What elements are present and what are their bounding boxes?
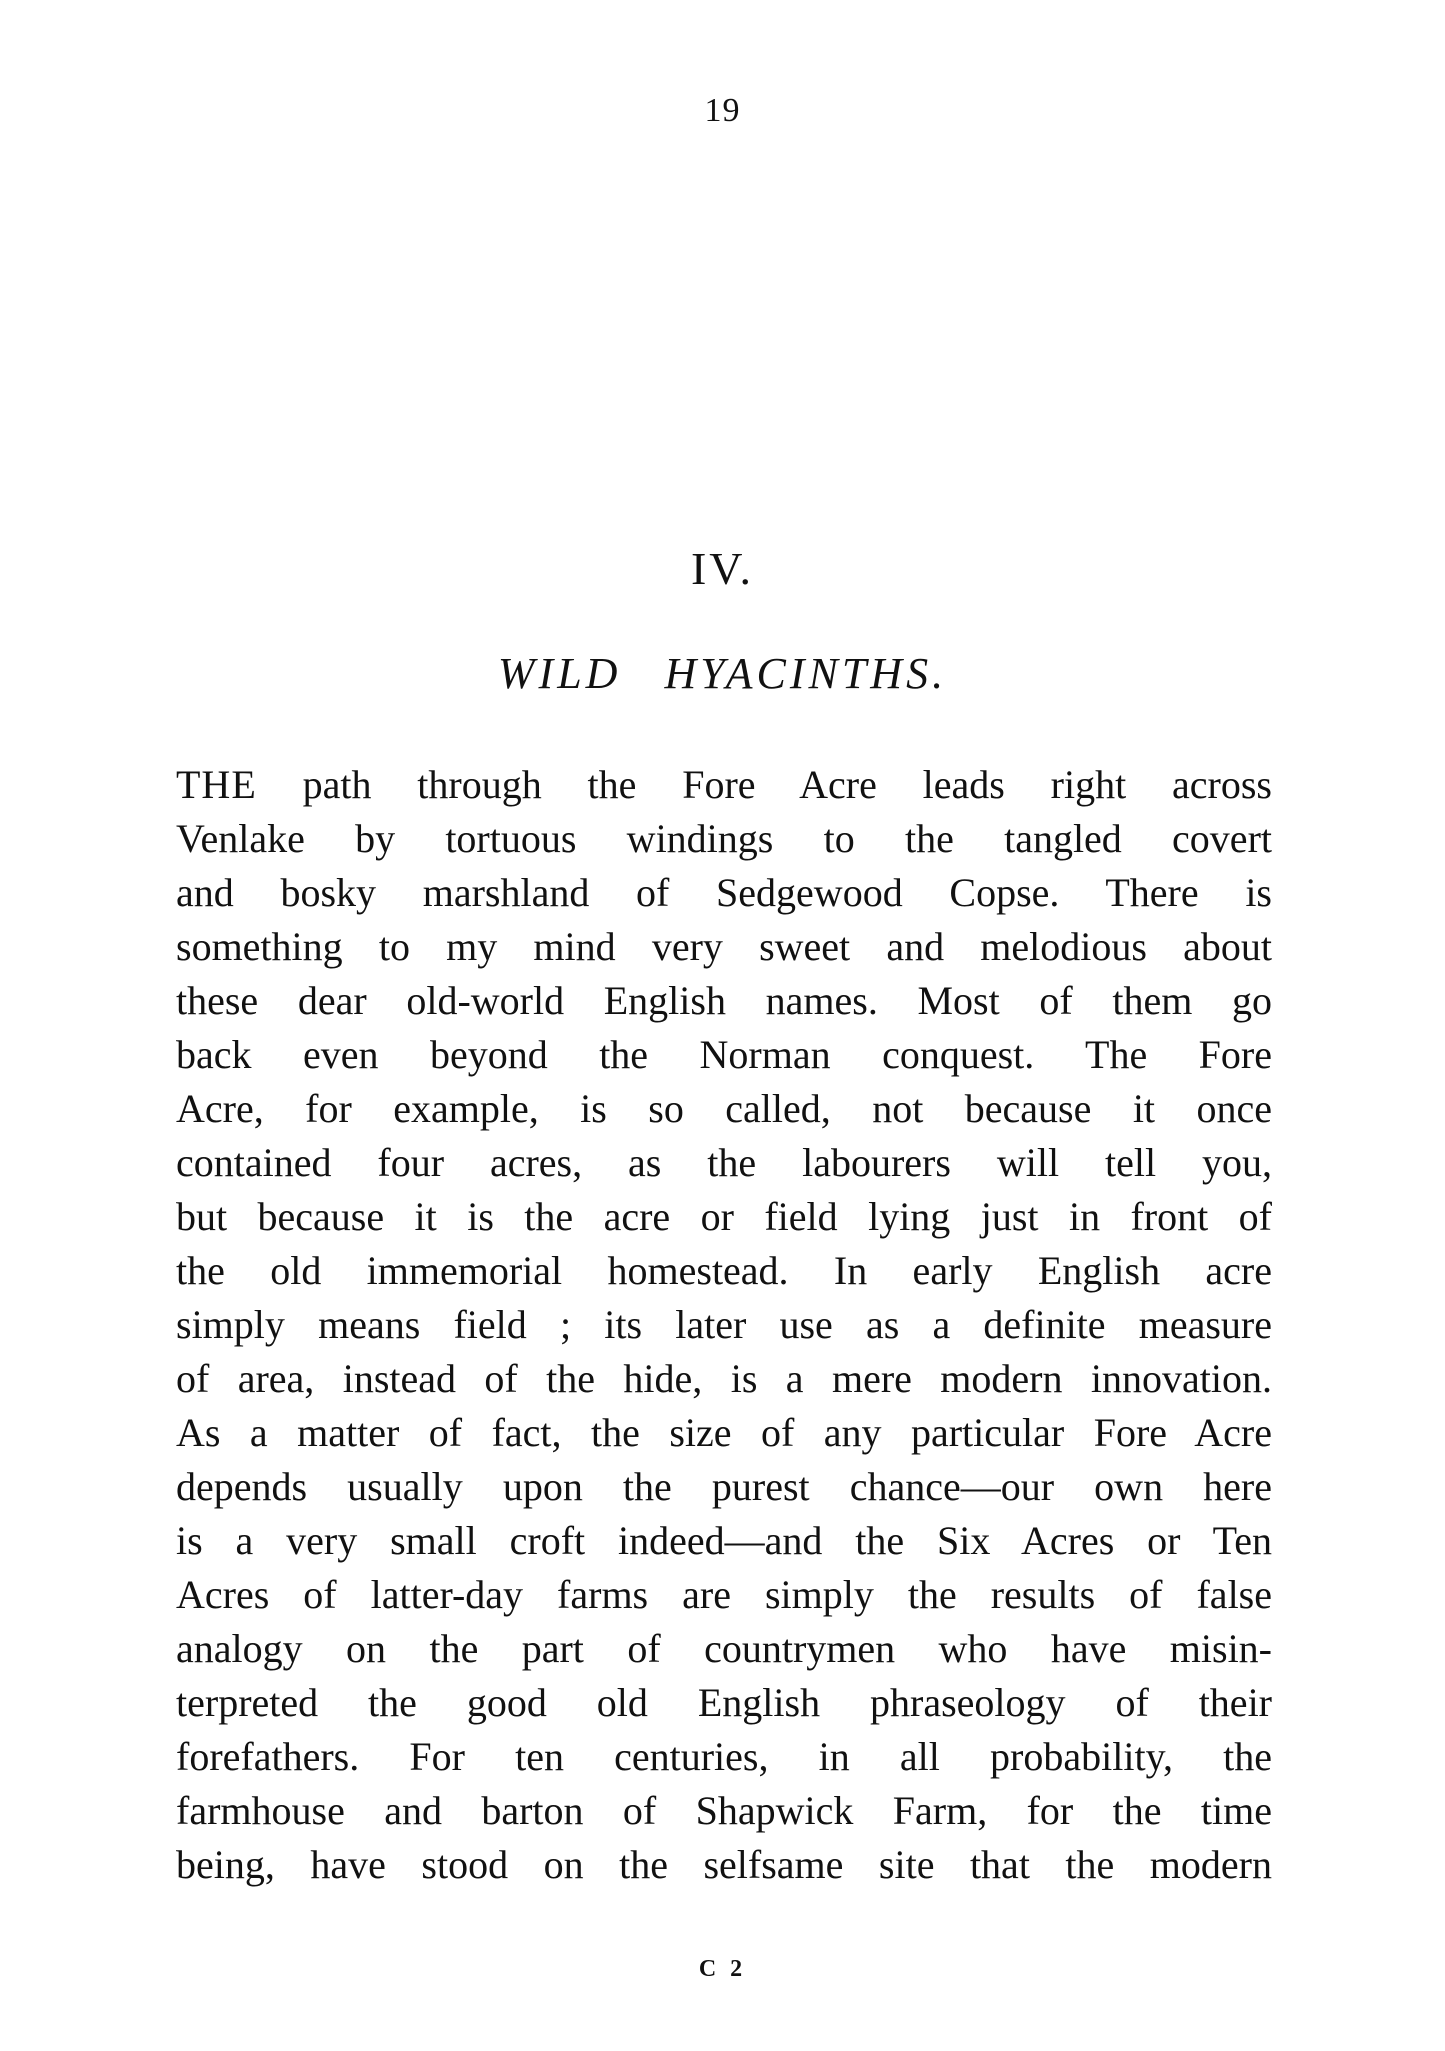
text-line: As a matter of fact, the size of any particular Fore Acre (176, 1410, 1272, 1455)
text-line: of area, instead of the hide, is a mere modern innovation. (176, 1356, 1272, 1401)
text-line: forefathers. For ten centuries, in all probability, the (176, 1734, 1272, 1779)
lead-word: THE (176, 762, 257, 807)
text-line: and bosky marshland of Sedgewood Copse. There is (176, 870, 1272, 915)
page-number: 19 (704, 92, 741, 129)
text-line: depends usually upon the purest chance—our own here (176, 1464, 1272, 1509)
text-line: Venlake by tortuous windings to the tangled covert (176, 816, 1272, 861)
text-line: terpreted the good old English phraseology of their (176, 1680, 1272, 1725)
text-line: being, have stood on the selfsame site that the modern (176, 1842, 1272, 1887)
signature-mark: C 2 (698, 1956, 747, 1982)
text-line: farmhouse and barton of Shapwick Farm, for the time (176, 1788, 1272, 1833)
text-line-content: path through the Fore Acre leads right across (256, 762, 1272, 807)
body-text (176, 758, 1272, 1892)
text-line: the old immemorial homestead. In early English acre (176, 1248, 1272, 1293)
text-line: Acre, for example, is so called, not because it once (176, 1086, 1272, 1131)
text-line: is a very small croft indeed—and the Six Acres or Ten (176, 1518, 1272, 1563)
text-line: something to my mind very sweet and melodious about (176, 924, 1272, 969)
chapter-number: IV. (690, 543, 755, 594)
chapter-title: WILD HYACINTHS. (497, 649, 948, 698)
text-line: but because it is the acre or field lying just in front of (176, 1194, 1272, 1239)
text-line: back even beyond the Norman conquest. The Fore (176, 1032, 1272, 1077)
text-line: simply means field ; its later use as a definite measure (176, 1302, 1272, 1347)
text-line: Acres of latter-day farms are simply the results of false (176, 1572, 1272, 1617)
text-line: these dear old-world English names. Most of them go (176, 978, 1272, 1023)
text-line: analogy on the part of countrymen who have misin- (176, 1626, 1272, 1671)
text-line: contained four acres, as the labourers will tell you, (176, 1140, 1272, 1185)
text-line (176, 758, 1272, 812)
